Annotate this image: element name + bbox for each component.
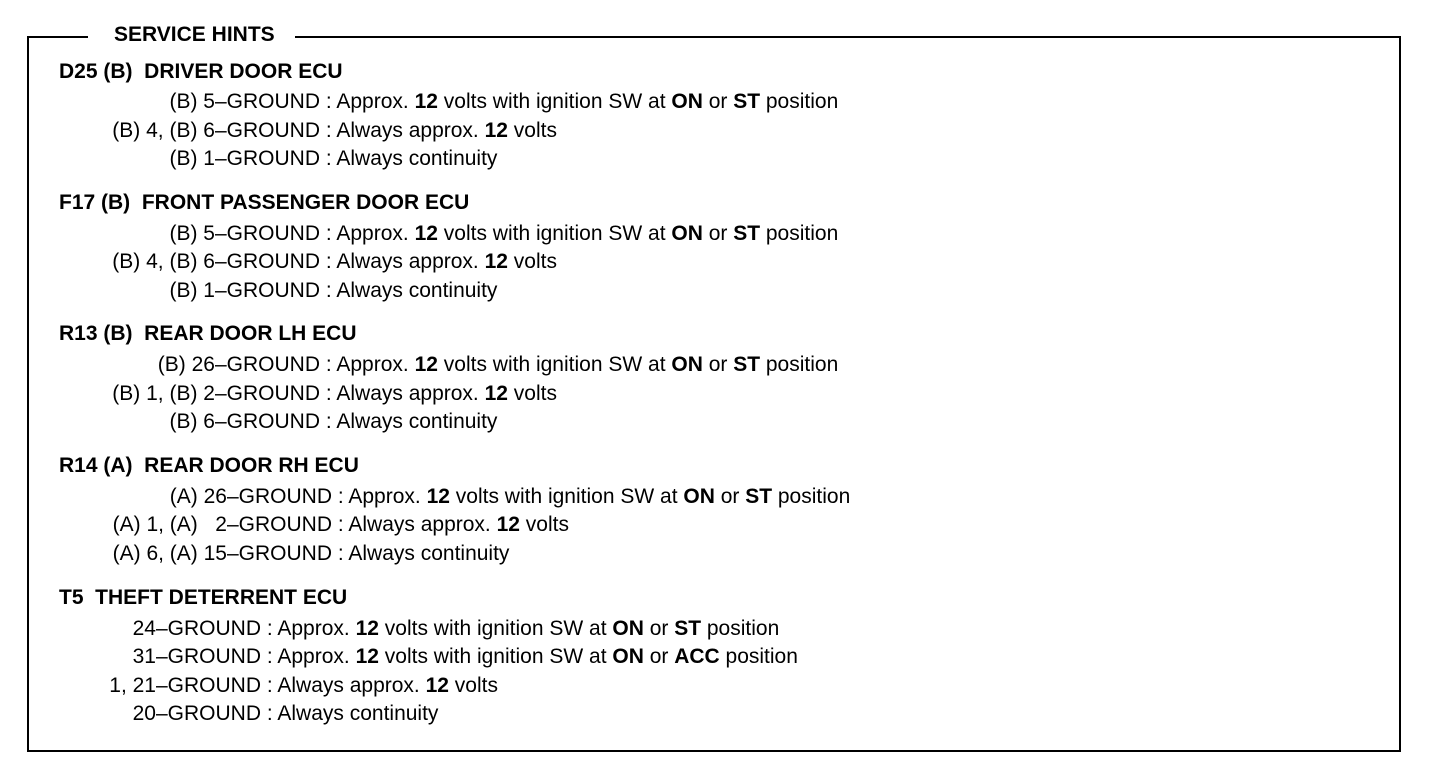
description-text: position [760,222,839,245]
description-text: Approx. [277,617,356,640]
separator: : [320,410,337,433]
description-text: volts [507,250,557,273]
description-text: volts with ignition SW at [437,222,672,245]
terminal-label: (B) 5–GROUND [169,222,320,245]
bold-value: 12 [414,222,438,245]
bold-value: ST [674,617,702,640]
description-text: Always approx. [277,674,426,697]
section-heading-t5: T5 THEFT DETERRENT ECU [59,586,348,609]
description-text: position [760,353,839,376]
description-text: Always approx. [336,250,485,273]
terminal-label: 31–GROUND [132,645,261,668]
separator: : [332,485,349,508]
description-text: volts [519,513,569,536]
bold-value: 12 [414,90,438,113]
separator: : [261,617,278,640]
hint-line [133,645,798,669]
hint-line [158,353,838,377]
bold-value: 12 [484,382,508,405]
terminal-label: (B) 1–GROUND [169,147,320,170]
terminal-label: (B) 6–GROUND [169,410,320,433]
separator: : [261,702,278,725]
separator: : [320,90,337,113]
description-text: Always approx. [348,513,497,536]
description-text: Always continuity [336,410,498,433]
bold-value: ST [745,485,773,508]
description-text: volts [507,119,557,142]
description-text: volts [448,674,498,697]
bold-value: ON [671,222,703,245]
description-text: or [714,485,746,508]
hint-line [133,617,780,641]
description-text: Approx. [277,645,356,668]
terminal-label: (B) 1–GROUND [169,279,320,302]
description-text: Always continuity [277,702,439,725]
hint-line [169,147,497,171]
hint-line [113,542,510,566]
description-text: Approx. [348,485,427,508]
description-text: Approx. [336,353,415,376]
bold-value: ST [733,90,761,113]
bold-value: 12 [355,645,379,668]
bold-value: ACC [674,645,720,668]
hint-line [113,513,569,537]
terminal-label: (A) 26–GROUND [169,485,332,508]
terminal-label: 20–GROUND [132,702,261,725]
separator: : [320,382,337,405]
bold-value: ST [733,222,761,245]
description-text: Always continuity [348,542,510,565]
description-text: position [760,90,839,113]
separator: : [320,222,337,245]
hint-line [169,410,497,434]
bold-value: ON [612,645,644,668]
terminal-label: (B) 4, (B) 6–GROUND [112,119,320,142]
bold-value: 12 [496,513,520,536]
description-text: Always approx. [336,119,485,142]
section-heading-f17: F17 (B) FRONT PASSENGER DOOR ECU [59,191,470,214]
service-hints-title: SERVICE HINTS [88,21,295,49]
terminal-label: 1, 21–GROUND [109,674,261,697]
description-text: or [702,90,734,113]
hint-line [112,382,557,406]
separator: : [320,119,337,142]
bold-value: ON [612,617,644,640]
description-text: volts [507,382,557,405]
terminal-label: (B) 1, (B) 2–GROUND [112,382,320,405]
hint-line [112,119,557,143]
separator: : [320,353,337,376]
description-text: position [772,485,851,508]
terminal-label: (A) 6, (A) 15–GROUND [112,542,332,565]
bold-value: ON [683,485,715,508]
hint-line [133,702,439,726]
bold-value: 12 [425,674,449,697]
bold-value: 12 [355,617,379,640]
bold-value: 12 [484,250,508,273]
bold-value: ON [671,90,703,113]
separator: : [332,542,349,565]
hint-line [169,90,838,114]
separator: : [261,674,278,697]
description-text: volts with ignition SW at [449,485,684,508]
section-heading-d25: D25 (B) DRIVER DOOR ECU [59,60,343,83]
bold-value: ON [671,353,703,376]
separator: : [261,645,278,668]
description-text: Approx. [336,90,415,113]
description-text: Always approx. [336,382,485,405]
description-text: or [643,617,675,640]
description-text: position [719,645,798,668]
description-text: or [702,222,734,245]
terminal-label: (B) 5–GROUND [169,90,320,113]
bold-value: 12 [414,353,438,376]
description-text: position [701,617,780,640]
description-text: volts with ignition SW at [437,353,672,376]
hint-line [112,250,557,274]
terminal-label: (B) 4, (B) 6–GROUND [112,250,320,273]
separator: : [332,513,349,536]
separator: : [320,279,337,302]
terminal-label: (A) 1, (A) 2–GROUND [112,513,332,536]
hint-line [169,279,497,303]
terminal-label: 24–GROUND [132,617,261,640]
bold-value: 12 [426,485,450,508]
section-heading-r13: R13 (B) REAR DOOR LH ECU [59,322,357,345]
bold-value: 12 [484,119,508,142]
description-text: volts with ignition SW at [378,617,613,640]
separator: : [320,147,337,170]
hint-line [170,485,850,509]
description-text: volts with ignition SW at [378,645,613,668]
hint-line [109,674,498,698]
terminal-label: (B) 26–GROUND [157,353,320,376]
description-text: Approx. [336,222,415,245]
description-text: or [702,353,734,376]
bold-value: ST [733,353,761,376]
description-text: Always continuity [336,279,498,302]
description-text: Always continuity [336,147,498,170]
separator: : [320,250,337,273]
description-text: or [643,645,675,668]
description-text: volts with ignition SW at [437,90,672,113]
hint-line [169,222,838,246]
section-heading-r14: R14 (A) REAR DOOR RH ECU [59,454,359,477]
